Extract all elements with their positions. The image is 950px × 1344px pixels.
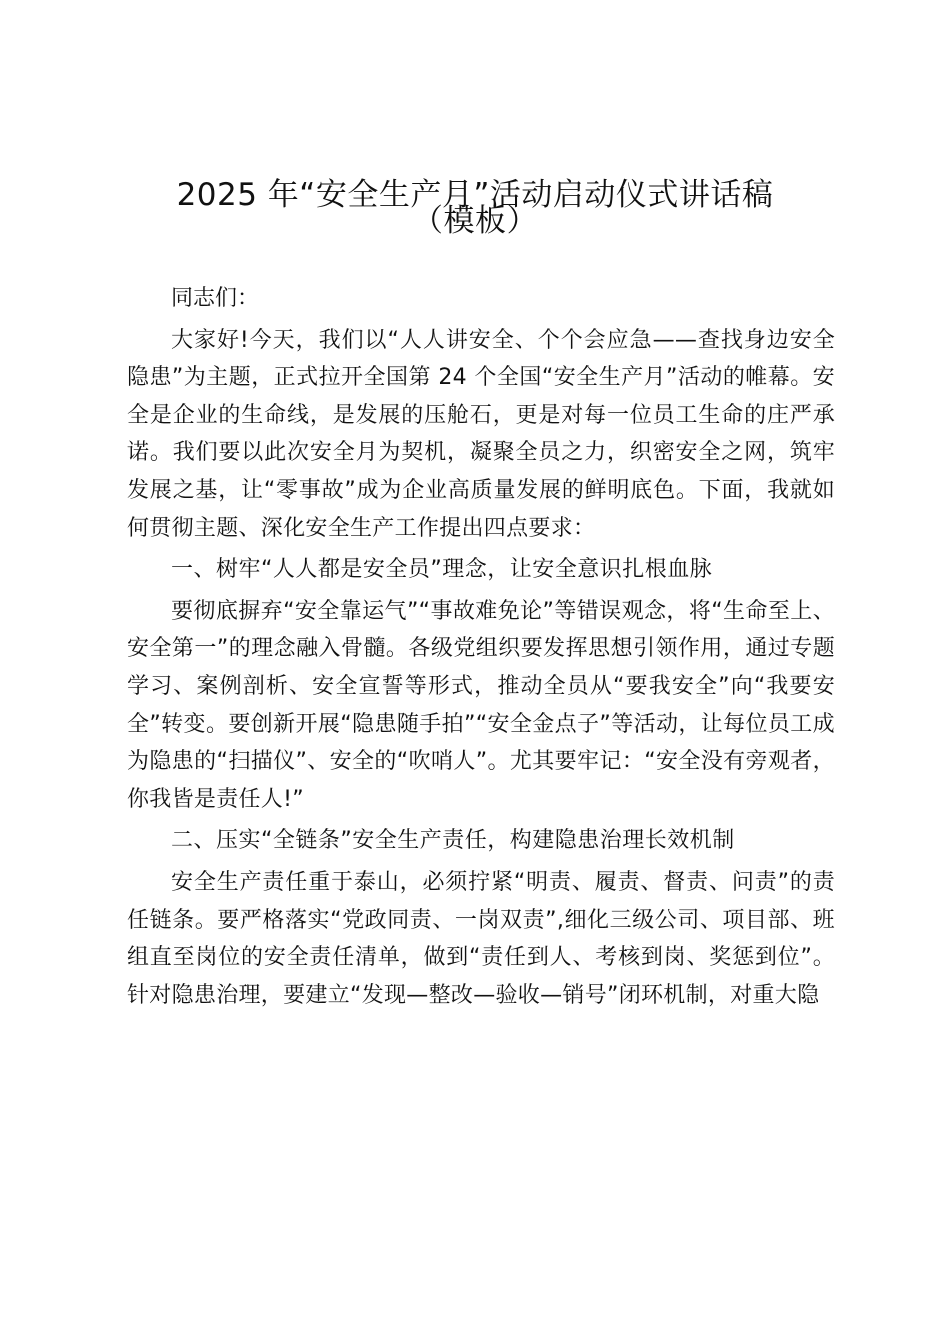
document-title-line1: 2025 年“安全生产月”活动启动仪式讲话稿 [176,177,774,213]
paragraph-intro: 大家好!今天，我们以“人人讲安全、个个会应急——查找身边安全隐患”为主题，正式拉开全国第 24 个全国“安全生产月”活动的帷幕。安全是企业的生命线，是发展的压舱石，更是对每一位员工生命的庄严承诺。我们要以此次安全月为契机，凝聚全员之力，织密安全之网，筑牢发展之基，让“零事故”成为企业高质量发展的鲜明底色。下面，我就如何贯彻主题、深化安全生产工作提出四点要求： [127,327,835,541]
document-body [127,280,835,1018]
greeting: 同志们： [171,286,260,311]
section2-heading: 二、压实“全链条”安全生产责任，构建隐患治理长效机制 [171,828,735,854]
section1-heading: 一、树牢“人人都是安全员”理念，让安全意识扎根血脉 [171,557,713,583]
section1-body: 要彻底摒弃“安全靠运气”“事故难免论”等错误观念，将“生命至上、安全第一”的理念融入骨髓。各级党组织要发挥思想引领作用，通过专题学习、案例剖析、安全宣誓等形式，推动全员从“要我安全”向“我要安全”转变。要创新开展“隐患随手拍”“安全金点子”等活动，让每位员工成为隐患的“扫描仪”、安全的“吹哨人”。尤其要牢记：“安全没有旁观者，你我皆是责任人!” [127,598,835,812]
document-title-line2: （模板） [412,203,538,239]
section2-body: 安全生产责任重于泰山，必须拧紧“明责、履责、督责、问责”的责任链条。要严格落实“党政同责、一岗双责”,细化三级公司、项目部、班组直至岗位的安全责任清单，做到“责任到人、考核到岗、奖惩到位”。针对隐患治理，要建立“发现—整改—验收—销号”闭环机制，对重大隐 [127,869,835,1008]
